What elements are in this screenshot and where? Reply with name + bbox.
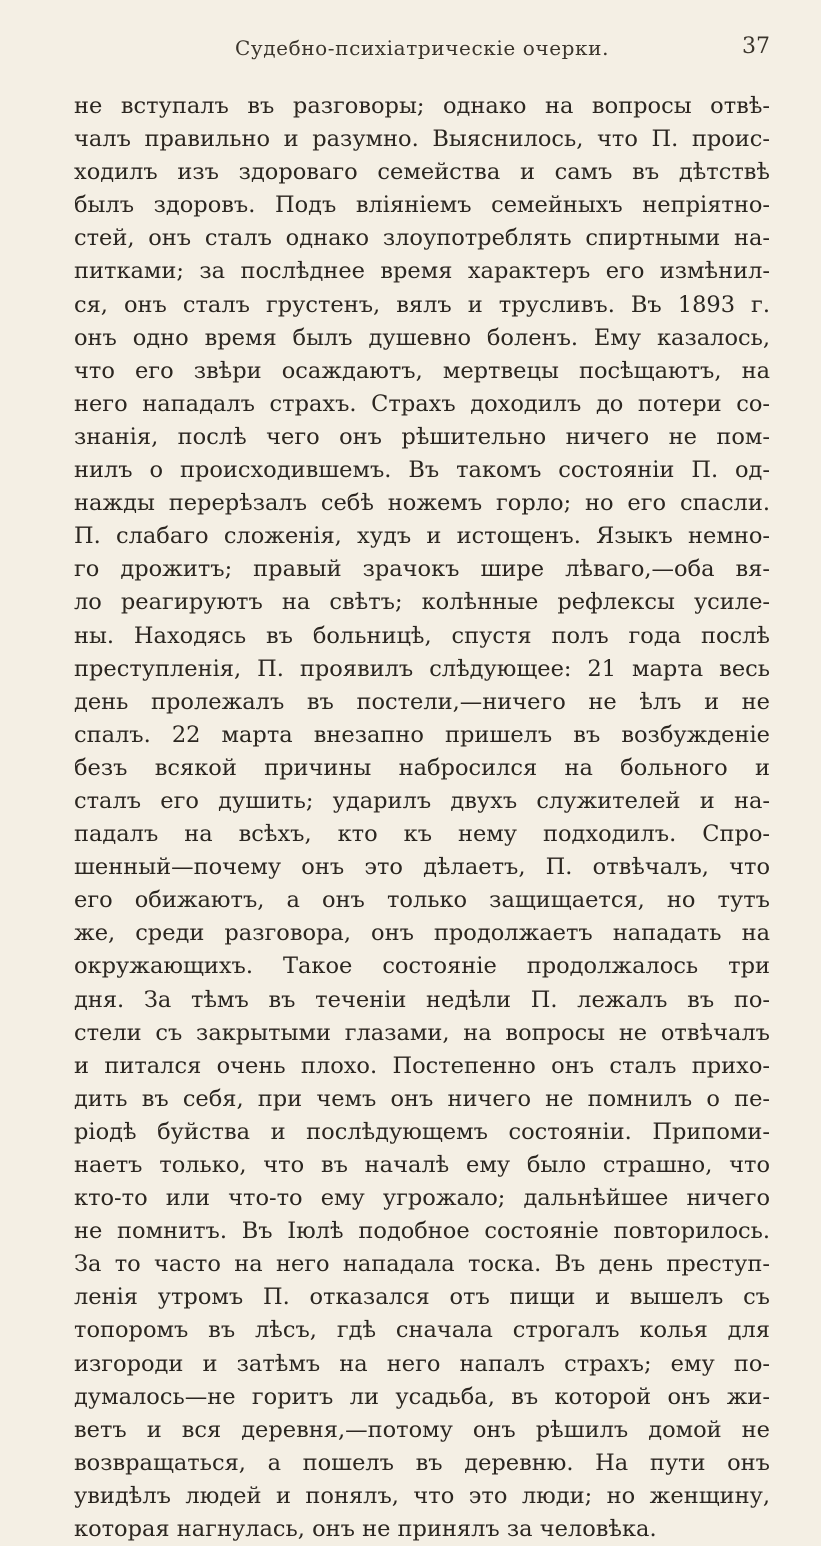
text-line: окружающихъ. Такое состояніе продолжалось три xyxy=(74,953,770,980)
text-line: нилъ о происходившемъ. Въ такомъ состояніи П. од- xyxy=(74,457,770,484)
text-line: изгороди и затѣмъ на него напалъ страхъ; ему по- xyxy=(74,1350,770,1377)
text-line: дня. За тѣмъ въ теченіи недѣли П. лежалъ въ по- xyxy=(74,986,770,1013)
running-title: Судебно-психіатрическіе очерки. xyxy=(234,36,610,60)
text-line: стей, онъ сталъ однако злоупотреблять спиртными на- xyxy=(74,225,770,252)
text-line: увидѣлъ людей и понялъ, что это люди; но женщину, xyxy=(74,1482,770,1509)
text-line: былъ здоровъ. Подъ вліяніемъ семейныхъ непріятно- xyxy=(74,192,770,219)
text-line: него нападалъ страхъ. Страхъ доходилъ до потери со- xyxy=(74,390,770,417)
text-line: преступленія, П. проявилъ слѣдующее: 21 марта весь xyxy=(74,655,770,682)
text-line: которая нагнулась, онъ не принялъ за человѣка. xyxy=(74,1516,657,1543)
text-line: стели съ закрытыми глазами, на вопросы не отвѣчалъ xyxy=(74,1019,770,1046)
text-line: чалъ правильно и разумно. Выяснилось, что П. проис- xyxy=(74,126,770,153)
text-line: и питался очень плохо. Постепенно онъ сталъ прихо- xyxy=(74,1052,770,1079)
text-line: что его звѣри осаждаютъ, мертвецы посѣщаютъ, на xyxy=(74,357,770,384)
text-line: ны. Находясь въ больницѣ, спустя полъ года послѣ xyxy=(74,622,770,649)
text-line: нажды перерѣзалъ себѣ ножемъ горло; но его спасли. xyxy=(74,490,770,517)
text-line: знанія, послѣ чего онъ рѣшительно ничего не пом- xyxy=(74,423,770,450)
text-line: За то часто на него нападала тоска. Въ день преступ- xyxy=(74,1251,770,1278)
text-line: го дрожитъ; правый зрачокъ шире лѣваго,—оба вя- xyxy=(74,556,770,583)
text-line: сталъ его душить; ударилъ двухъ служителей и на- xyxy=(74,787,770,814)
text-line: наетъ только, что въ началѣ ему было страшно, что xyxy=(74,1152,770,1178)
text-line: думалось—не горитъ ли усадьба, въ которой онъ жи- xyxy=(74,1383,770,1410)
text-line: безъ всякой причины набросился на больного и xyxy=(74,754,770,781)
text-line: не вступалъ въ разговоры; однако на вопросы отвѣ- xyxy=(74,93,770,119)
text-line: его обижаютъ, а онъ только защищается, но тутъ xyxy=(74,887,770,914)
text-line: П. слабаго сложенія, худъ и истощенъ. Языкъ немно- xyxy=(74,523,770,550)
text-line: же, среди разговора, онъ продолжаетъ нападать на xyxy=(74,920,770,947)
text-line: ріодѣ буйства и послѣдующемъ состояніи. Припоми- xyxy=(74,1118,770,1145)
page-number: 37 xyxy=(742,34,770,59)
text-line: ся, онъ сталъ грустенъ, вялъ и трусливъ. Въ 1893 г. xyxy=(74,291,770,318)
text-line: питками; за послѣднее время характеръ его измѣнил- xyxy=(74,258,770,285)
text-line: день пролежалъ въ постели,—ничего не ѣлъ и не xyxy=(74,688,770,715)
text-line: ленія утромъ П. отказался отъ пищи и вышелъ съ xyxy=(74,1284,770,1311)
text-line: шенный—почему онъ это дѣлаетъ, П. отвѣчалъ, что xyxy=(74,854,770,881)
text-line: ходилъ изъ здороваго семейства и самъ въ дѣтствѣ xyxy=(74,159,770,186)
text-line: топоромъ въ лѣсъ, гдѣ сначала строгалъ колья для xyxy=(74,1317,770,1344)
text-line: дить въ себя, при чемъ онъ ничего не помнилъ о пе- xyxy=(74,1085,770,1112)
text-line: не помнитъ. Въ Іюлѣ подобное состояніе повторилось. xyxy=(74,1218,770,1245)
text-line: возвращаться, а пошелъ въ деревню. На пути онъ xyxy=(74,1449,770,1476)
text-line: спалъ. 22 марта внезапно пришелъ въ возбужденіе xyxy=(74,721,770,748)
text-line: падалъ на всѣхъ, кто къ нему подходилъ. Спро- xyxy=(74,821,770,848)
running-head xyxy=(74,34,770,70)
body-text xyxy=(74,90,770,1546)
text-line: кто-то или что-то ему угрожало; дальнѣйшее ничего xyxy=(74,1185,770,1212)
text-line: онъ одно время былъ душевно боленъ. Ему казалось, xyxy=(74,324,770,351)
text-line: ло реагируютъ на свѣтъ; колѣнные рефлексы усиле- xyxy=(74,589,770,616)
text-line: ветъ и вся деревня,—потому онъ рѣшилъ домой не xyxy=(74,1416,770,1443)
